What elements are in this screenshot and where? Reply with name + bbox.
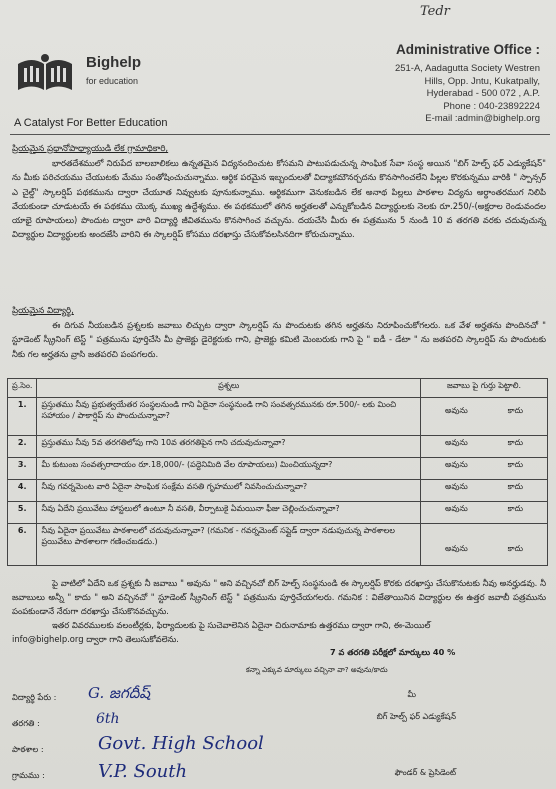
salutation: ప్రియమైన ప్రధానోపాధ్యాయుడి లేక గ్రామాధికారి, xyxy=(12,144,169,154)
answer-cell xyxy=(421,524,548,566)
row-number: 5. xyxy=(8,502,37,524)
student-salutation: ప్రియమైన విద్యార్థి, xyxy=(12,306,74,316)
header-divider xyxy=(10,134,550,135)
answer-no[interactable]: కాదు xyxy=(507,460,524,469)
eligibility-note xyxy=(12,576,546,646)
question-text: నీవు ఏదైనా ప్రయివేటు పాఠశాలలో చదువుచున్నావా? (గమనిక - గవర్నమెంట్ సప్లైడ్ ద్వారా నడుపుచున్న పాఠశాలల ప్రయివేటు పాఠశాలగా గణించబడదు.) xyxy=(37,524,421,566)
signature-org: బిగ్ హెల్ప్ ఫర్ ఎడ్యుకేషన్ xyxy=(376,712,456,721)
office-title: Administrative Office : xyxy=(395,42,540,57)
tagline: A Catalyst For Better Education xyxy=(14,117,168,129)
letter-body-2 xyxy=(12,304,546,361)
office-line: Hyderabad - 500 072 , A.P. xyxy=(426,88,540,99)
marks-question: కన్నా ఎక్కువ మార్కులు వచ్చినా వా? అవును/కాదు xyxy=(246,665,388,674)
question-text: మీ కుటుంబ సంవత్సరాదాయం రూ.18,000/- (పద్దెనిమిది వేల రూపాయలు) మించియున్నదా? xyxy=(37,458,421,480)
office-line: Hills, Opp. Jntu, Kukatpally, xyxy=(424,75,540,87)
table-row xyxy=(8,398,548,436)
row-number: 2. xyxy=(8,436,37,458)
field-label-name: విద్యార్థి పేరు : xyxy=(12,692,57,702)
table-row xyxy=(8,480,548,502)
bighelp-logo-icon xyxy=(14,50,76,98)
handwritten-scribble: Tedr xyxy=(420,4,450,19)
letter-body-1 xyxy=(12,142,546,241)
row-number: 4. xyxy=(8,480,37,502)
column-header-answer: జవాబు పై గుర్తు పెట్టాలి. xyxy=(421,379,548,398)
answer-yes[interactable]: అవును xyxy=(444,504,468,513)
answer-no[interactable]: కాదు xyxy=(507,482,524,491)
office-email: E-mail :admin@bighelp.org xyxy=(425,113,540,124)
table-row xyxy=(8,524,548,566)
row-number: 6. xyxy=(8,524,37,566)
eligibility-paragraph: పై వాటిలో ఏదేని ఒక ప్రశ్నకు నీ జవాబు " అవును " అని వచ్చినచో బిగ్ హెల్ప్ సంస్థనుండి ఈ స్కాలర్షిప్ కొరకు దరఖాస్తు చేసుకొనుటకు నీవు అనర్హుడవు. నీ జవాబులు అన్నీ " కాదు " అని వచ్చినచో " స్టూడెంట్ స్క్రీనింగ్ టెస్ట్ " పత్రమును పూర్తిచేయగలరు. గమనిక : విజేతాయినిన విద్యార్థుల ఈ ఉత్తర జవాబీ పత్రమును పంపకుండానే నేరుగా దరఖాస్తు చేసుకొనవచ్చును. xyxy=(12,578,546,616)
answer-yes[interactable]: అవును xyxy=(444,460,468,469)
table-row xyxy=(8,502,548,524)
signature-title: ఫౌండర్ & ప్రెసిడెంట్ xyxy=(394,768,456,777)
answer-cell xyxy=(421,398,548,436)
contact-paragraph: ఇతర వివరములకు వలంటీర్లకు, ఫిర్యాదులకు పై సుచెవాలెనిన ఏదైనా చిరునామాకు ఉత్తరము ద్వారా గాని, ఈ-మెయిల్ xyxy=(52,620,431,630)
question-text: నీవు గవర్నమెంట వారి ఏదైనా సాంఘిక సంక్షేమ వసతి గృహములో నివసించుచున్నావా? xyxy=(37,480,421,502)
answer-yes[interactable]: అవును xyxy=(444,406,468,415)
answer-yes[interactable]: అవును xyxy=(444,482,468,491)
field-label-class: తరగతి : xyxy=(12,718,40,728)
table-row xyxy=(8,458,548,480)
column-header-question: ప్రశ్నలు xyxy=(37,379,421,398)
signature-salutation: మీ xyxy=(407,690,416,699)
row-number: 1. xyxy=(8,398,37,436)
question-text: నీవు ఏదేని ప్రయివేటు హాస్టలులో ఉంటూ నీ వసతి, వీర్పాటుకై ఏమయినా ఫీజు చెల్లించుచున్నావా? xyxy=(37,502,421,524)
row-number: 3. xyxy=(8,458,37,480)
brand-subtitle: for education xyxy=(86,76,139,86)
answer-yes[interactable]: అవును xyxy=(444,544,468,553)
answer-cell xyxy=(421,502,548,524)
answer-no[interactable]: కాదు xyxy=(507,504,524,513)
answer-cell xyxy=(421,480,548,502)
field-value-name[interactable]: G. జగదీష్ xyxy=(88,684,150,702)
marks-note: 7 వ తరగతి పరీక్షలో మార్కులు 40 % xyxy=(330,647,456,657)
question-text: ప్రస్తుతము నీవు ప్రభుత్వయేతర సంస్థలనుండి గాని ఏదైనా సంస్థనుండి గాని సంవత్సరమునకు రూ.500/- లకు మించి సహాయం / పాకార్షిప్ ను పొందుచున్నావా? xyxy=(37,398,421,436)
answer-cell xyxy=(421,458,548,480)
question-text: ప్రస్తుతము నీవు 5వ తరగతిలోపు గాని 10వ తరగతిపైన గాని చదువుచున్నావా? xyxy=(37,436,421,458)
field-value-class[interactable]: 6th xyxy=(96,711,120,727)
table-header-row xyxy=(8,379,548,398)
instruction-paragraph: ఈ దిగువ నీయబడిన ప్రశ్నలకు జవాబు లిచ్చుట ద్వారా స్కాలర్షిప్ ను పొందుటకు తగిన అర్హతను నిరూపించుకోగలరు. ఒక వేళ అర్హతను పొందినచో " స్టూడెంట్ స్క్రీనింగ్ టెస్ట్ " పత్రమును పూర్తిచేసి మీ ప్రాజెక్టు డైరెక్టరుకు గాని, ప్రాజెక్టు కమిటి మెంబరుకు గాని పై " ఐడీ - డేటా " ను జతపరచి స్కాలర్షిప్ ను పొందుటకు నీకు గల అర్హతను వ్రాసి జతపరచి పంపగలరు. xyxy=(12,320,546,359)
intro-paragraph: భారతదేశములో నిరుపేద బాలబాలికలు ఉన్నతమైన విద్యనందించుట కోసమని పాటుపడుచున్న సాంఘిక సేవా సంస్థ అయిన "బిగ్ హెల్ప్ ఫర్ ఎడ్యుకేషన్" ను మీకు పరిచయము చేయుటకు మేము సంతోషించుచున్నాము. ఆర్థిక పరమైన ఇబ్బందులతో విద్యాకమౌనర్చదను కొనసాగించలేని పిల్లల కొరకున్నము వారికి " స్పాన్సర్ ఎ చైల్డ్" స్కాలర్షిప్ పథకమును ద్వారా చేయూత నివ్వుటకు పూనుకున్నాము. ఆర్థికముగా వెనుకబడిన లేక అనాథ పిల్లలు పాఠశాల విద్యను అర్థాంతరముగ నిలిపి వేయకుండా చూడుటయే ఈ పథకము యొక్క ముఖ్య ఉద్దేశ్యము. ఈ పథకములో తగిన అర్హతలతో ఎన్నుకోబడిన విద్యార్థులకు నెలకు రూ.250/-(అక్షరాల రెండువందల యాభై రూపాయలు) పొందుట ద్వారా వారి విద్యార్థి జీవితమును కొనసాగించ వచ్చును. దయచేసి మీరు ఈ పత్రమును 5 నుండి 10 వ తరగతి వరకు చదువుచున్న విద్యార్థుల విద్యార్థులకు అందజేసి వారిని ఈ స్కాలర్షిప్ కోసము దరఖాస్తు చేసుకోవలసినదిగా కోరుచున్నాము. xyxy=(12,158,546,240)
answer-no[interactable]: కాదు xyxy=(507,406,524,415)
office-phone: Phone : 040-23892224 xyxy=(443,100,540,112)
office-line: 251-A, Aadagutta Society Westren xyxy=(394,63,540,74)
brand-name: Bighelp xyxy=(86,54,141,71)
field-label-village: గ్రామము : xyxy=(12,770,45,780)
answer-cell xyxy=(421,436,548,458)
field-label-school: పాఠశాల : xyxy=(12,744,44,754)
office-address xyxy=(395,42,540,126)
contact-email: info@bighelp.org ద్వారా గాని తెలుసుకోవలెను. xyxy=(12,634,179,644)
answer-yes[interactable]: అవును xyxy=(444,438,468,447)
student-details xyxy=(12,684,56,788)
table-row xyxy=(8,436,548,458)
column-header-number: ప్ర.సెం. xyxy=(8,379,37,398)
answer-no[interactable]: కాదు xyxy=(507,544,524,553)
field-value-school[interactable]: Govt. High School xyxy=(98,733,264,754)
field-value-village[interactable]: V.P. South xyxy=(98,761,188,782)
answer-no[interactable]: కాదు xyxy=(507,438,524,447)
screening-questions-table xyxy=(7,378,548,566)
